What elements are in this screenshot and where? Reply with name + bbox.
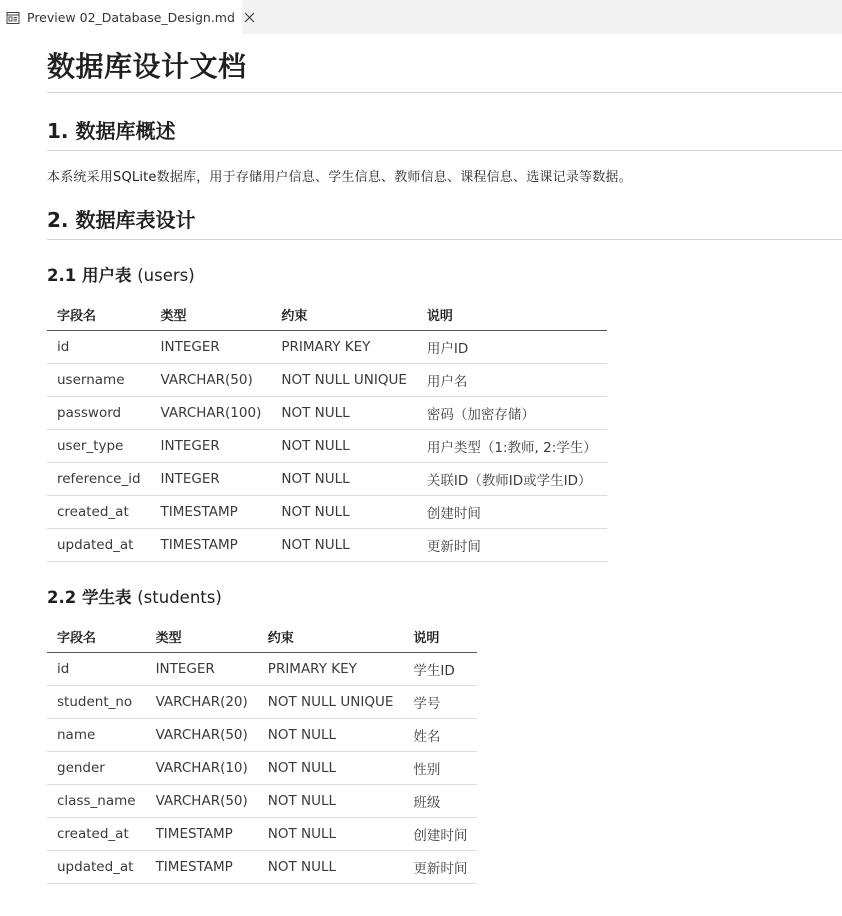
tab-bar <box>0 0 842 34</box>
table-cell: PRIMARY KEY <box>271 331 417 364</box>
table-cell: NOT NULL <box>258 785 404 818</box>
table-cell: id <box>47 331 151 364</box>
table-cell: updated_at <box>47 529 151 562</box>
section-heading-table-design: 2. 数据库表设计 <box>47 206 842 240</box>
students-heading-main: 2.2 学生表 <box>47 588 132 607</box>
table-cell: 用户ID <box>417 331 607 364</box>
table-cell: TIMESTAMP <box>151 496 272 529</box>
table-cell: VARCHAR(10) <box>146 752 258 785</box>
column-header: 类型 <box>146 620 258 653</box>
table-row <box>47 785 477 818</box>
table-cell: VARCHAR(50) <box>146 719 258 752</box>
table-cell: name <box>47 719 146 752</box>
table-cell: INTEGER <box>151 463 272 496</box>
table-cell: password <box>47 397 151 430</box>
tab-preview[interactable] <box>0 0 242 34</box>
table-row <box>47 331 607 364</box>
column-header: 说明 <box>403 620 477 653</box>
table-cell: user_type <box>47 430 151 463</box>
table-cell: 用户类型（1:教师, 2:学生） <box>417 430 607 463</box>
table-cell: NOT NULL UNIQUE <box>271 364 417 397</box>
table-cell: PRIMARY KEY <box>258 653 404 686</box>
column-header: 约束 <box>271 298 417 331</box>
table-cell: 创建时间 <box>403 818 477 851</box>
table-cell: 用户名 <box>417 364 607 397</box>
table-cell: INTEGER <box>151 430 272 463</box>
column-header: 类型 <box>151 298 272 331</box>
close-icon[interactable] <box>244 10 255 24</box>
table-cell: 性别 <box>403 752 477 785</box>
overview-paragraph: 本系统采用SQLite数据库，用于存储用户信息、学生信息、教师信息、课程信息、选课记录等数据。 <box>47 170 632 185</box>
table-cell: 姓名 <box>403 719 477 752</box>
markdown-document <box>47 34 842 884</box>
table-cell: id <box>47 653 146 686</box>
table-cell: gender <box>47 752 146 785</box>
table-cell: 班级 <box>403 785 477 818</box>
table-header-row <box>47 620 477 653</box>
table-cell: TIMESTAMP <box>146 818 258 851</box>
table-cell: NOT NULL <box>271 430 417 463</box>
table-cell: INTEGER <box>146 653 258 686</box>
table-row <box>47 818 477 851</box>
doc-title: 数据库设计文档 <box>47 34 842 93</box>
table-row <box>47 653 477 686</box>
table-row <box>47 719 477 752</box>
table-row <box>47 364 607 397</box>
column-header: 字段名 <box>47 620 146 653</box>
table-cell: student_no <box>47 686 146 719</box>
column-header: 字段名 <box>47 298 151 331</box>
table-cell: INTEGER <box>151 331 272 364</box>
tab-label: Preview 02_Database_Design.md <box>27 9 235 25</box>
table-row <box>47 851 477 884</box>
table-cell: NOT NULL <box>271 397 417 430</box>
table-cell: 学生ID <box>403 653 477 686</box>
table-cell: NOT NULL UNIQUE <box>258 686 404 719</box>
students-heading-paren: (students) <box>137 588 222 607</box>
preview-content <box>0 34 842 884</box>
table-row <box>47 463 607 496</box>
table-cell: NOT NULL <box>258 818 404 851</box>
table-cell: VARCHAR(100) <box>151 397 272 430</box>
students-table <box>47 620 477 884</box>
table-cell: VARCHAR(20) <box>146 686 258 719</box>
users-table <box>47 298 607 562</box>
table-cell: reference_id <box>47 463 151 496</box>
column-header: 约束 <box>258 620 404 653</box>
table-cell: 更新时间 <box>417 529 607 562</box>
table-cell: NOT NULL <box>258 719 404 752</box>
table-row <box>47 496 607 529</box>
table-cell: class_name <box>47 785 146 818</box>
students-table-heading <box>47 586 842 610</box>
table-cell: TIMESTAMP <box>151 529 272 562</box>
table-cell: 密码（加密存储） <box>417 397 607 430</box>
table-cell: NOT NULL <box>258 752 404 785</box>
users-table-heading <box>47 264 842 288</box>
table-row <box>47 686 477 719</box>
column-header: 说明 <box>417 298 607 331</box>
users-heading-main: 2.1 用户表 <box>47 266 132 285</box>
table-row <box>47 529 607 562</box>
table-cell: 关联ID（教师ID或学生ID） <box>417 463 607 496</box>
table-row <box>47 430 607 463</box>
table-cell: VARCHAR(50) <box>146 785 258 818</box>
preview-icon <box>6 10 20 24</box>
table-header-row <box>47 298 607 331</box>
table-row <box>47 752 477 785</box>
table-cell: NOT NULL <box>271 496 417 529</box>
table-cell: created_at <box>47 818 146 851</box>
table-cell: created_at <box>47 496 151 529</box>
table-cell: username <box>47 364 151 397</box>
table-cell: NOT NULL <box>258 851 404 884</box>
table-cell: VARCHAR(50) <box>151 364 272 397</box>
table-row <box>47 397 607 430</box>
users-heading-paren: (users) <box>137 266 195 285</box>
table-cell: 更新时间 <box>403 851 477 884</box>
table-cell: NOT NULL <box>271 463 417 496</box>
table-cell: updated_at <box>47 851 146 884</box>
table-cell: 学号 <box>403 686 477 719</box>
table-cell: NOT NULL <box>271 529 417 562</box>
section-heading-overview: 1. 数据库概述 <box>47 117 842 151</box>
table-cell: 创建时间 <box>417 496 607 529</box>
table-cell: TIMESTAMP <box>146 851 258 884</box>
